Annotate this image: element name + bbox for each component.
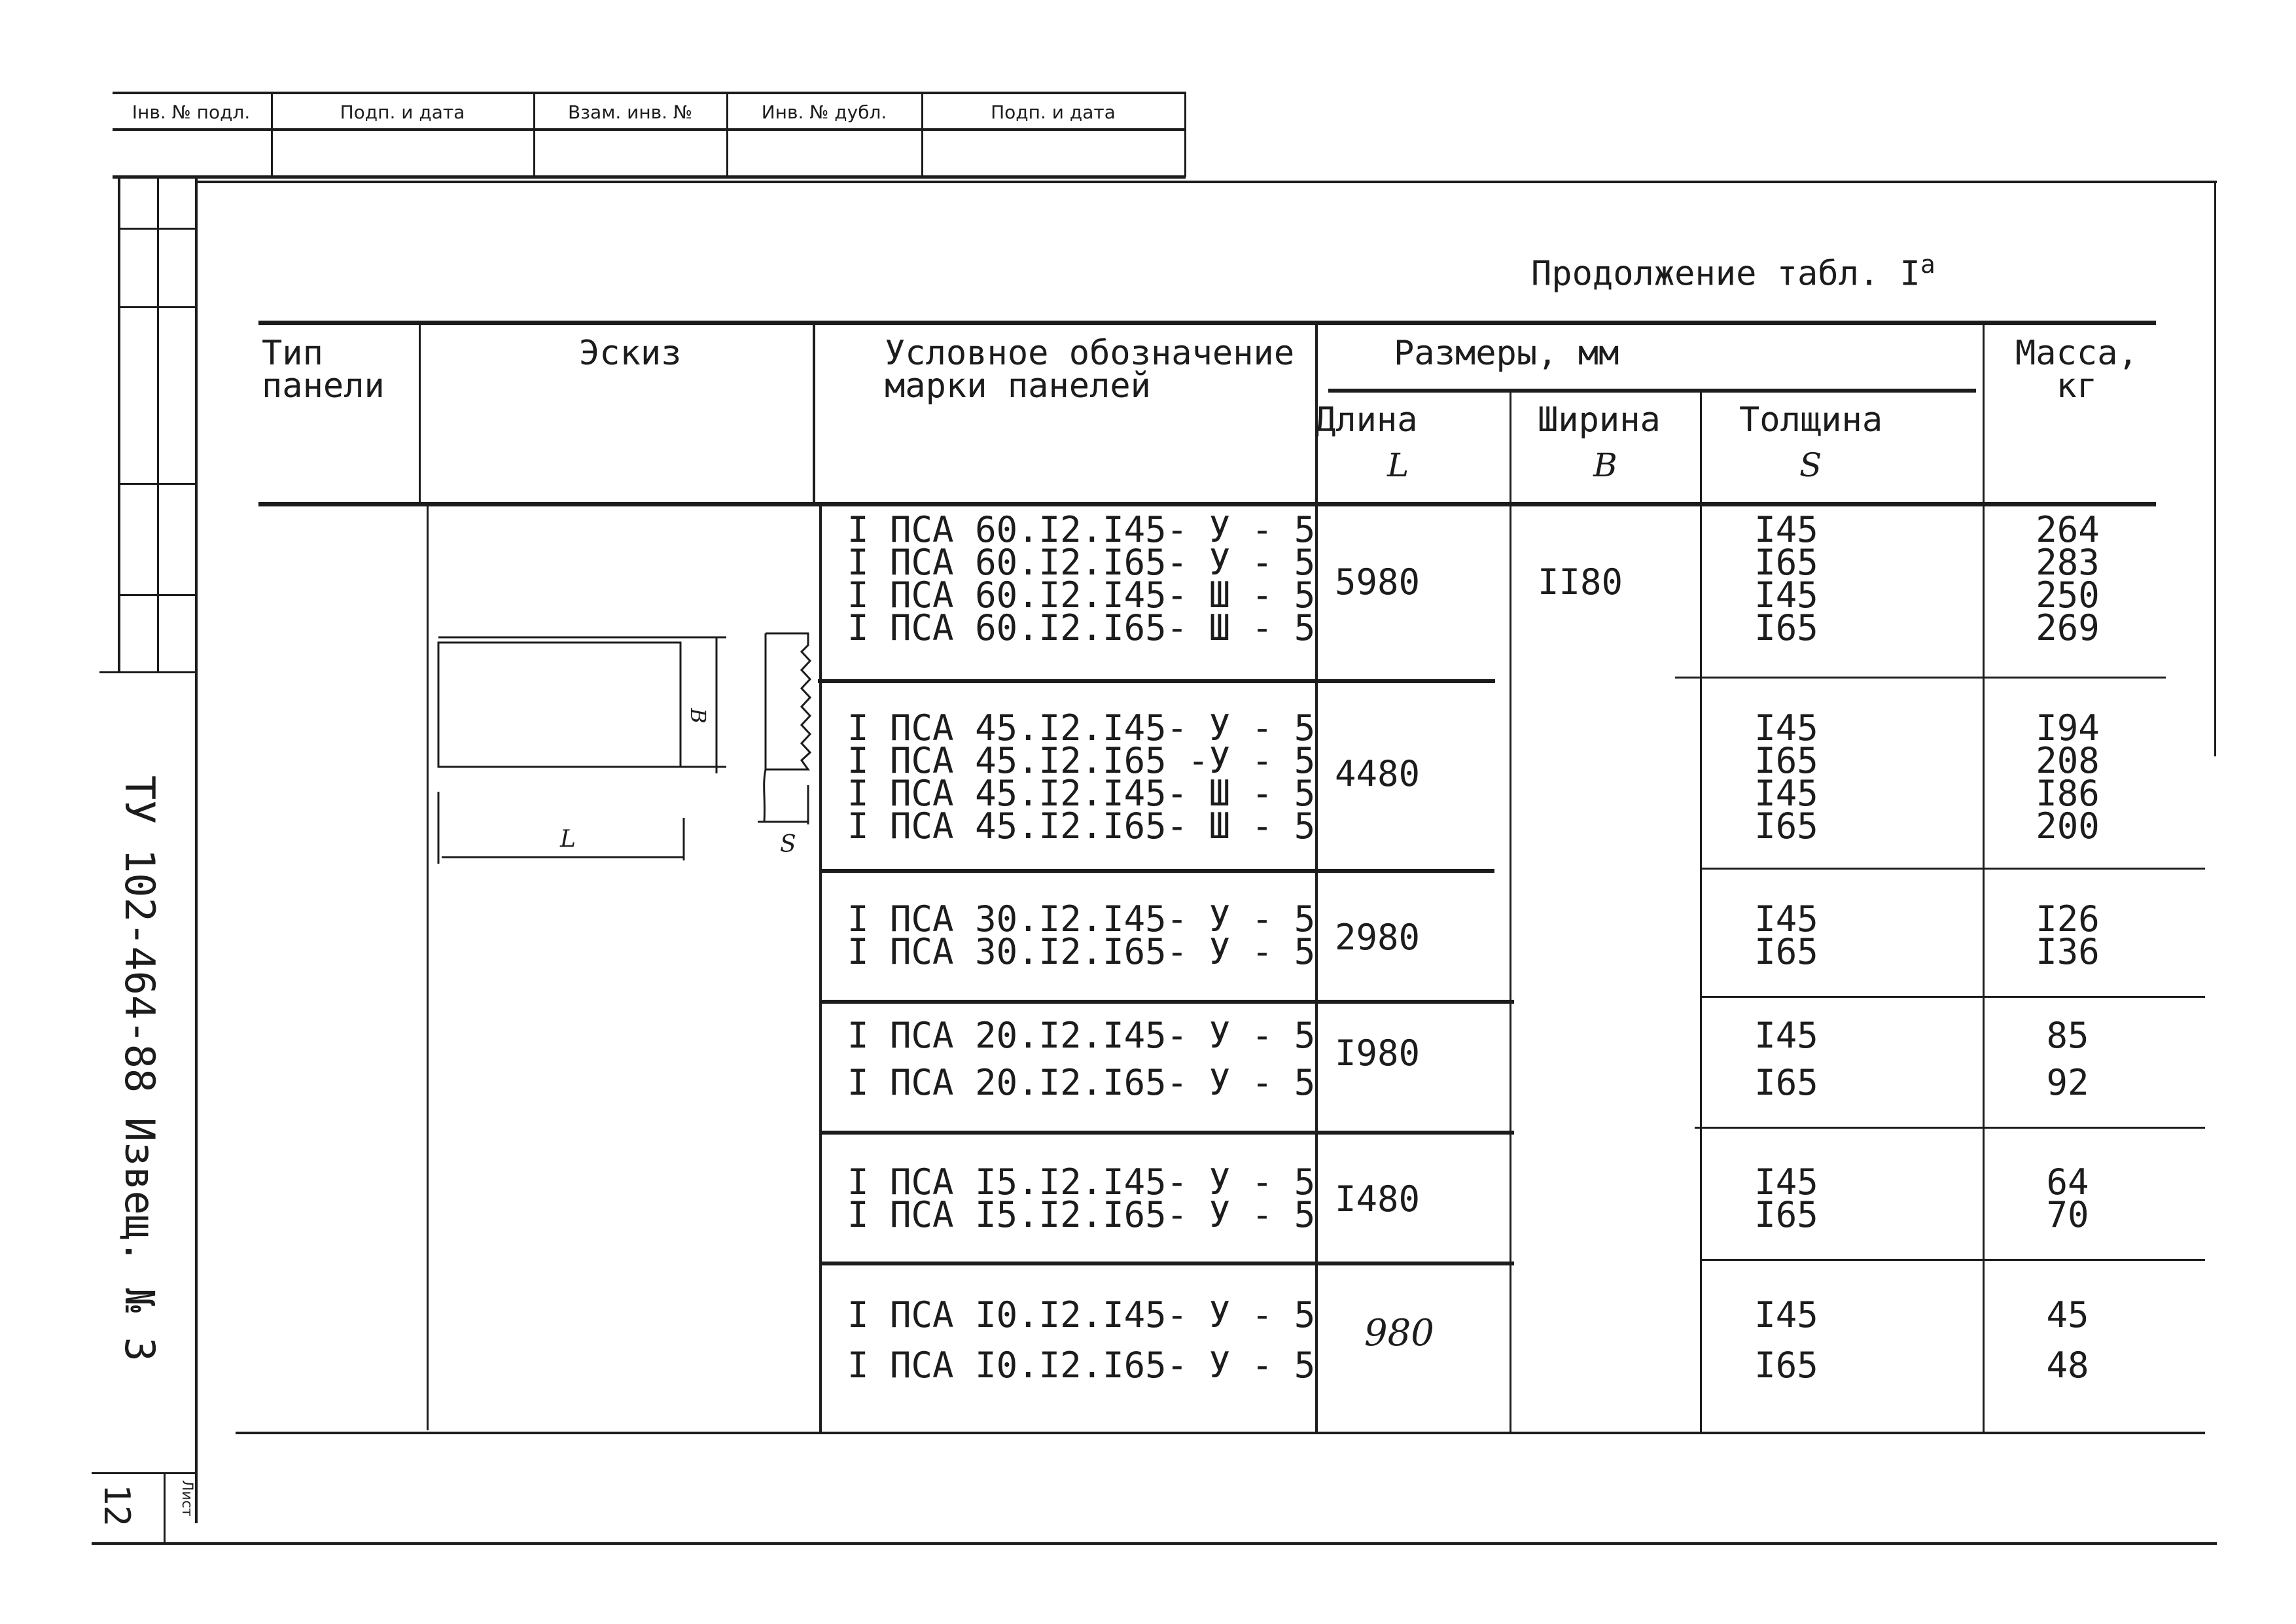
designation: I ПСА 45.I2.I45- Ш - 5 [847,773,1316,814]
table-top-rule [258,321,2156,325]
mass-value: 70 [2046,1194,2089,1235]
table-bottom-rule [236,1432,2205,1434]
designation: I ПСА I0.I2.I45- У - 5 [847,1294,1316,1335]
designation: I ПСА 60.I2.I45- Ш - 5 [847,574,1316,616]
group-rule [821,1000,1514,1004]
designation: I ПСА I0.I2.I65- У - 5 [847,1345,1316,1386]
header-designation: Условное обозначение марки панелей [885,334,1295,406]
header-panel-type: Тип панели [262,334,385,406]
sheet-number: 12 [96,1484,137,1527]
thickness-value: I65 [1754,931,1818,972]
margin-tick [118,594,196,596]
length-value: 2980 [1335,917,1421,958]
group-rule [818,679,1495,683]
designation: I ПСА 30.I2.I45- У - 5 [847,898,1316,940]
sketch-label-l: L [560,826,576,853]
col-rule [813,325,815,505]
designation: I ПСА I5.I2.I65- У - 5 [847,1194,1316,1235]
group-rule [821,869,1494,873]
frame-bottom [92,1542,2217,1545]
frame-top [195,181,2217,183]
designation: I ПСА 45.I2.I45- У - 5 [847,707,1316,749]
thickness-value: I65 [1754,1345,1818,1386]
length-value: I480 [1335,1178,1421,1220]
header-mass: Масса, кг [2015,334,2138,406]
header-sketch: Эскиз [579,334,682,373]
thickness-value: I45 [1754,1294,1818,1335]
stamp-header-replace-inv: Взам. инв. № [567,101,693,123]
mass-value: I86 [2036,773,2100,814]
mass-value: 92 [2046,1062,2089,1103]
margin-tick [118,228,196,230]
thickness-value: I45 [1754,707,1818,749]
dimensions-subrule [1328,389,1976,393]
sheet-label: Лист [179,1480,195,1517]
col-rule [1315,325,1318,1432]
table-title [1531,250,1935,293]
mass-value: 85 [2046,1015,2089,1056]
col-rule [1700,391,1702,1432]
margin-tick [118,306,196,308]
header-width-symbol: B [1593,446,1617,484]
thickness-value: I45 [1754,1015,1818,1056]
thickness-value: I65 [1754,805,1818,847]
mass-value: 269 [2036,607,2100,648]
stamp-divider [1184,92,1186,177]
group-rule [1701,1259,2205,1261]
margin-rule [157,175,159,673]
stamp-header-sign-date-2: Подп. и дата [991,101,1116,123]
thickness-value: I65 [1754,1194,1818,1235]
header-dimensions: Размеры, мм [1394,334,1619,373]
col-rule [1510,391,1511,1432]
mass-value: 64 [2046,1161,2089,1203]
mass-value: 208 [2036,740,2100,781]
designation: I ПСА 60.I2.I65- Ш - 5 [847,607,1316,648]
mass-value: I26 [2036,898,2100,940]
table-title-superscript: а [1920,250,1935,279]
thickness-value: I65 [1754,740,1818,781]
designation: I ПСА I5.I2.I45- У - 5 [847,1161,1316,1203]
designation: I ПСА 45.I2.I65- Ш - 5 [847,805,1316,847]
panel-sketch-drawing [425,628,818,890]
designation: I ПСА 20.I2.I45- У - 5 [847,1015,1316,1056]
margin-tick [92,1472,196,1474]
sketch-label-b: B [685,708,711,724]
group-rule [821,1131,1514,1135]
margin-rule [195,175,198,1523]
table-title-text: Продолжение табл. I [1531,254,1920,294]
margin-tick [99,671,198,673]
mass-value: I36 [2036,931,2100,972]
thickness-value: I65 [1754,542,1818,583]
thickness-value: I45 [1754,509,1818,550]
mass-value: I94 [2036,707,2100,749]
thickness-value: I45 [1754,574,1818,616]
designation: I ПСА 45.I2.I65 -У - 5 [847,740,1316,781]
group-rule [1675,677,2166,679]
mass-value: 45 [2046,1294,2089,1335]
header-width: Ширина [1538,400,1661,440]
header-length-symbol: L [1387,446,1409,484]
margin-rule [164,1472,166,1544]
header-bottom-rule [258,502,2156,506]
thickness-value: I45 [1754,898,1818,940]
col-rule [1983,325,1985,1432]
thickness-value: I65 [1754,1062,1818,1103]
width-value: II80 [1538,561,1623,603]
group-rule [1701,868,2205,870]
length-value: 980 [1364,1312,1434,1354]
group-rule [1701,996,2205,998]
thickness-value: I45 [1754,1161,1818,1203]
stamp-header-sign-date: Подп. и дата [340,101,465,123]
length-value: 4480 [1335,753,1421,794]
header-length: Длина [1315,400,1418,440]
length-value: 5980 [1335,561,1421,603]
header-thickness-symbol: S [1799,446,1822,484]
mass-value: 48 [2046,1345,2089,1386]
designation: I ПСА 60.I2.I45- У - 5 [847,509,1316,550]
col-rule [819,506,822,1432]
margin-rule [118,175,120,673]
header-thickness: Толщина [1739,400,1883,440]
mass-value: 200 [2036,805,2100,847]
group-rule [821,1262,1514,1265]
thickness-value: I65 [1754,607,1818,648]
sketch-label-s: S [780,831,796,858]
stamp-bottom-rule [113,175,1186,179]
thickness-value: I45 [1754,773,1818,814]
mass-value: 283 [2036,542,2100,583]
stamp-header-dup-inv: Инв. № дубл. [761,101,887,123]
col-rule [419,325,421,502]
frame-right [2214,181,2216,756]
length-value: I980 [1335,1033,1421,1074]
mass-value: 264 [2036,509,2100,550]
designation: I ПСА 30.I2.I65- У - 5 [847,931,1316,972]
group-rule [1695,1127,2205,1129]
margin-tick [118,483,196,485]
designation: I ПСА 60.I2.I65- У - 5 [847,542,1316,583]
mass-value: 250 [2036,574,2100,616]
doc-code: ТУ 102-464-88 Извещ. № 3 [116,775,164,1362]
designation: I ПСА 20.I2.I65- У - 5 [847,1062,1316,1103]
stamp-header-inv-orig: Інв. № подл. [132,101,251,123]
